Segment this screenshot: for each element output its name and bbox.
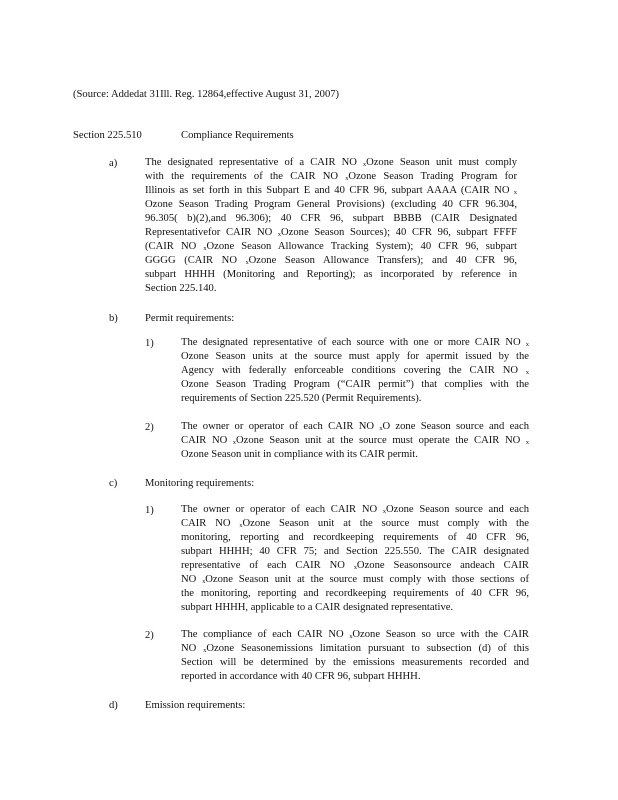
subsection-a-line: (CAIR NO ₓOzone Season Allowance Tracking System); 40 CFR 96, subpart — [145, 241, 517, 252]
subsection-b1-line: Ozone Season units at the source must apply for apermit issued by the — [181, 351, 529, 362]
subsection-c2-line: NO ₓOzone Seasonemissions limitation pursuant to subsection (d) of this — [181, 643, 529, 654]
subsection-c-title: Monitoring requirements: — [145, 478, 255, 489]
section-title: Compliance Requirements — [181, 130, 294, 141]
subsection-c1-line: the monitoring, reporting and recordkeeping requirements of 40 CFR 96, — [181, 588, 529, 599]
subsection-b-label: b) — [109, 313, 118, 324]
subsection-b2-line: CAIR NO ₓOzone Season unit at the source must operate the CAIR NO ₓ — [181, 435, 529, 446]
section-number: Section 225.510 — [73, 130, 142, 141]
subsection-b-title: Permit requirements: — [145, 313, 235, 324]
subsection-c2-line: Section will be determined by the emissions measurements recorded and — [181, 657, 529, 668]
subsection-a-line: with the requirements of the CAIR NO ₓOzone Season Trading Program for — [145, 171, 517, 182]
subsection-b2-text — [181, 420, 529, 462]
subsection-c1-line: The owner or operator of each CAIR NO ₓOzone Season source and each — [181, 504, 529, 515]
subsection-d-label: d) — [109, 700, 118, 711]
subsection-c2-label: 2) — [145, 630, 154, 641]
subsection-a-line: subpart HHHH (Monitoring and Reporting); as incorporated by reference in — [145, 269, 517, 280]
subsection-b1-line: Ozone Season Trading Program (“CAIR permit”) that complies with the — [181, 379, 529, 390]
subsection-c1-line: monitoring, reporting and recordkeeping requirements of 40 CFR 96, — [181, 532, 529, 543]
subsection-a-line: Representativefor CAIR NO ₓOzone Season Sources); 40 CFR 96, subpart FFFF — [145, 227, 517, 238]
subsection-a-line: GGGG (CAIR NO ₓOzone Season Allowance Transfers); and 40 CFR 96, — [145, 255, 517, 266]
subsection-c-label: c) — [109, 478, 118, 489]
subsection-c2-line: reported in accordance with 40 CFR 96, subpart HHHH. — [181, 671, 421, 682]
subsection-a-line: Ozone Season Trading Program General Provisions) (excluding 40 CFR 96.304, — [145, 199, 517, 210]
source-note: (Source: Addedat 31Ill. Reg. 12864,effective August 31, 2007) — [73, 89, 340, 100]
subsection-a-line: 96.305( b)(2),and 96.306); 40 CFR 96, subpart BBBB (CAIR Designated — [145, 213, 517, 224]
subsection-c2-text — [181, 628, 529, 684]
subsection-b1-line: Agency with federally enforceable conditions covering the CAIR NO ₓ — [181, 365, 529, 376]
subsection-c1-text — [181, 503, 529, 615]
subsection-c1-line: CAIR NO ₓOzone Season unit at the source must comply with the — [181, 518, 529, 529]
subsection-a-text — [145, 156, 517, 296]
subsection-c1-line: subpart HHHH; 40 CFR 75; and Section 225.550. The CAIR designated — [181, 546, 529, 557]
subsection-b1-line: The designated representative of each source with one or more CAIR NO ₓ — [181, 337, 529, 348]
subsection-d-title: Emission requirements: — [145, 700, 246, 711]
subsection-b1-line: requirements of Section 225.520 (Permit Requirements). — [181, 393, 422, 404]
subsection-c1-line: NO ₓOzone Season unit at the source must comply with those sections of — [181, 574, 529, 585]
subsection-a-line: The designated representative of a CAIR NO ₓOzone Season unit must comply — [145, 157, 517, 168]
subsection-a-line: Illinois as set forth in this Subpart E and 40 CFR 96, subpart AAAA (CAIR NO ₓ — [145, 185, 517, 196]
subsection-c1-line: representative of each CAIR NO ₓOzone Seasonsource andeach CAIR — [181, 560, 529, 571]
subsection-a-line: Section 225.140. — [145, 283, 217, 294]
subsection-c2-line: The compliance of each CAIR NO ₓOzone Season so urce with the CAIR — [181, 629, 529, 640]
subsection-b1-label: 1) — [145, 338, 154, 349]
subsection-c1-line: subpart HHHH, applicable to a CAIR designated representative. — [181, 602, 454, 613]
subsection-b2-line: The owner or operator of each CAIR NO ₓO zone Season source and each — [181, 421, 529, 432]
subsection-b2-label: 2) — [145, 422, 154, 433]
subsection-b2-line: Ozone Season unit in compliance with its CAIR permit. — [181, 449, 418, 460]
subsection-b1-text — [181, 336, 529, 406]
subsection-a-label: a) — [109, 158, 118, 169]
subsection-c1-label: 1) — [145, 505, 154, 516]
